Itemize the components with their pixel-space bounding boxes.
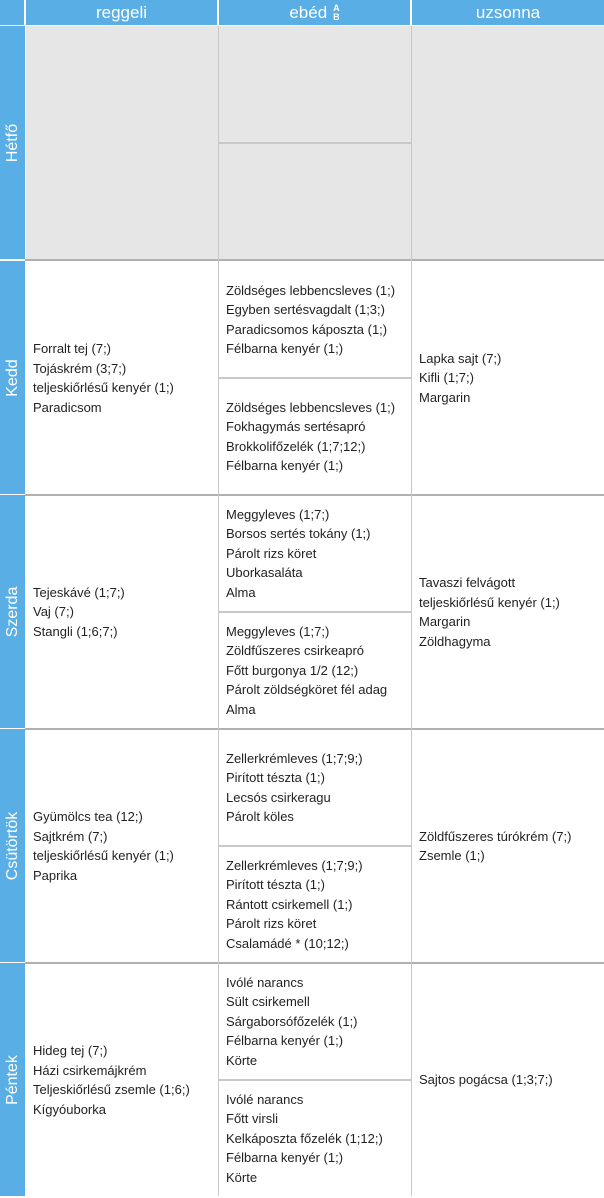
- menu-item: Forralt tej (7;): [33, 341, 112, 356]
- menu-item: Párolt rizs köret: [226, 916, 317, 932]
- menu-item: Párolt köles: [226, 809, 294, 824]
- lunch-b-cell: [219, 612, 412, 729]
- day-name: Kedd: [3, 358, 21, 397]
- menu-item: Körte: [226, 1052, 258, 1068]
- menu-item: Meggyleves (1;7;): [226, 623, 330, 639]
- menu-item: Zsemle (1;): [419, 848, 485, 863]
- menu-item: Házi csirkemájkrém: [33, 1062, 147, 1078]
- day-name: Hétfő: [3, 123, 21, 162]
- day-name: Csütörtök: [3, 811, 21, 880]
- menu-item: Paprika: [33, 867, 78, 883]
- menu-item: Sajtkrém (7;): [33, 828, 108, 844]
- lunch-split-line: [219, 611, 412, 613]
- menu-item: Rántott csirkemell (1;): [226, 896, 353, 912]
- menu-item: Pirított tészta (1;): [226, 877, 325, 893]
- lunch-a-cell: [219, 261, 412, 378]
- snack-cell: [412, 261, 604, 495]
- menu-item: Félbarna kenyér (1;): [226, 341, 344, 356]
- lunch-split-line: [219, 142, 412, 144]
- menu-item: Lecsós csirkeragu: [226, 789, 331, 805]
- lunch-split-line: [219, 1079, 412, 1081]
- snack-cell: [412, 963, 604, 1197]
- menu-item: Sajtos pogácsa (1;3;7;): [419, 1072, 553, 1088]
- header-snack: [412, 0, 604, 25]
- column-divider: [411, 26, 413, 1196]
- menu-item: Teljeskiőrlésű zsemle (1;6;): [33, 1082, 190, 1097]
- lunch-split-line: [219, 845, 412, 847]
- day-name: Szerda: [3, 586, 21, 637]
- snack-cell: [412, 26, 604, 260]
- menu-item: teljeskiőrlésű kenyér (1;): [33, 848, 174, 863]
- menu-item: Félbarna kenyér (1;): [226, 1150, 344, 1166]
- header-breakfast-label: reggeli: [95, 2, 148, 22]
- menu-item: Párolt zöldségköret fél adag: [226, 682, 388, 698]
- menu-item: Egyben sertésvagdalt (1;3;): [226, 302, 385, 317]
- menu-item: Főtt virsli: [226, 1111, 278, 1127]
- day-label-cell: [0, 495, 25, 730]
- lunch-a-cell: [219, 495, 412, 612]
- menu-item: Ivólé narancs: [226, 1091, 304, 1107]
- menu-item: Alma: [226, 584, 256, 600]
- menu-item: Fokhagymás sertésapró: [226, 419, 366, 434]
- menu-item: Kifli (1;7;): [419, 370, 474, 386]
- lunch-variants: [333, 4, 340, 22]
- day-label-cell: [0, 261, 25, 496]
- day-label-cell: [0, 963, 25, 1198]
- breakfast-cell: [26, 729, 218, 963]
- menu-item: Meggyleves (1;7;): [226, 506, 330, 522]
- menu-item: Gyümölcs tea (12;): [33, 809, 143, 824]
- menu-item: Borsos sertés tokány (1;): [226, 526, 371, 542]
- menu-item: Sült csirkemell: [226, 994, 310, 1010]
- lunch-b-cell: [219, 1080, 412, 1197]
- breakfast-cell: [26, 26, 218, 260]
- menu-item: Félbarna kenyér (1;): [226, 1033, 344, 1049]
- menu-item: Paradicsomos káposzta (1;): [226, 321, 388, 337]
- menu-item: Zellerkrémleves (1;7;9;): [226, 750, 363, 766]
- lunch-variant-b: B: [333, 11, 340, 22]
- menu-item: Hideg tej (7;): [33, 1043, 108, 1058]
- menu-item: Főtt burgonya 1/2 (12;): [226, 662, 359, 678]
- day-name: Péntek: [3, 1054, 21, 1105]
- menu-item: Zellerkrémleves (1;7;9;): [226, 857, 363, 873]
- header-lunch-label: ebéd: [289, 2, 328, 22]
- lunch-b-cell: [219, 378, 412, 495]
- menu-item: Lapka sajt (7;): [419, 350, 502, 366]
- breakfast-cell: [26, 495, 218, 729]
- menu-item: Paradicsom: [33, 399, 102, 415]
- lunch-split-line: [219, 377, 412, 379]
- lunch-a-cell: [219, 729, 412, 846]
- menu-item: Körte: [226, 1169, 258, 1185]
- menu-item: teljeskiőrlésű kenyér (1;): [419, 594, 560, 610]
- header-lunch: [219, 0, 412, 25]
- day-label-cell: [0, 729, 25, 964]
- menu-item: Tejeskávé (1;7;): [33, 584, 125, 600]
- menu-item: Alma: [226, 701, 256, 717]
- menu-item: Vaj (7;): [33, 604, 74, 620]
- lunch-b-cell: [219, 846, 412, 963]
- menu-item: Margarin: [419, 614, 471, 629]
- menu-item: Brokkolifőzelék (1;7;12;): [226, 438, 366, 454]
- menu-item: Félbarna kenyér (1;): [226, 458, 344, 473]
- menu-item: Ivólé narancs: [226, 974, 304, 990]
- day-label-cell: [0, 26, 25, 261]
- menu-item: Sárgaborsófőzelék (1;): [226, 1013, 358, 1029]
- snack-cell: [412, 495, 604, 729]
- snack-cell: [412, 729, 604, 963]
- menu-item: Kelkáposzta főzelék (1;12;): [226, 1130, 383, 1146]
- menu-item: Zöldséges lebbencsleves (1;): [226, 399, 396, 415]
- header-snack-label: uzsonna: [475, 2, 541, 22]
- menu-item: Tojáskrém (3;7;): [33, 360, 127, 376]
- menu-item: Uborkasaláta: [226, 565, 303, 581]
- menu-item: Zöldhagyma: [419, 633, 491, 649]
- menu-item: Zöldséges lebbencsleves (1;): [226, 282, 396, 298]
- menu-item: Párolt rizs köret: [226, 545, 317, 561]
- menu-item: teljeskiőrlésű kenyér (1;): [33, 380, 174, 395]
- menu-item: Stangli (1;6;7;): [33, 623, 118, 639]
- menu-item: Zöldfűszeres csirkeapró: [226, 643, 364, 659]
- menu-item: Csalamádé * (10;12;): [226, 935, 349, 951]
- menu-item: Tavaszi felvágott: [419, 575, 516, 590]
- menu-item: Pirított tészta (1;): [226, 770, 325, 785]
- lunch-a-cell: [219, 963, 412, 1080]
- column-divider: [218, 26, 220, 1196]
- corner-header: [0, 0, 26, 25]
- menu-item: Kígyóuborka: [33, 1101, 106, 1117]
- breakfast-cell: [26, 963, 218, 1197]
- lunch-variant-a: A: [333, 2, 340, 13]
- lunch-b-cell: [219, 143, 412, 260]
- menu-item: Margarin: [419, 389, 471, 405]
- lunch-a-cell: [219, 26, 412, 143]
- menu-item: Zöldfűszeres túrókrém (7;): [419, 828, 572, 844]
- header-breakfast: [26, 0, 219, 25]
- breakfast-cell: [26, 261, 218, 495]
